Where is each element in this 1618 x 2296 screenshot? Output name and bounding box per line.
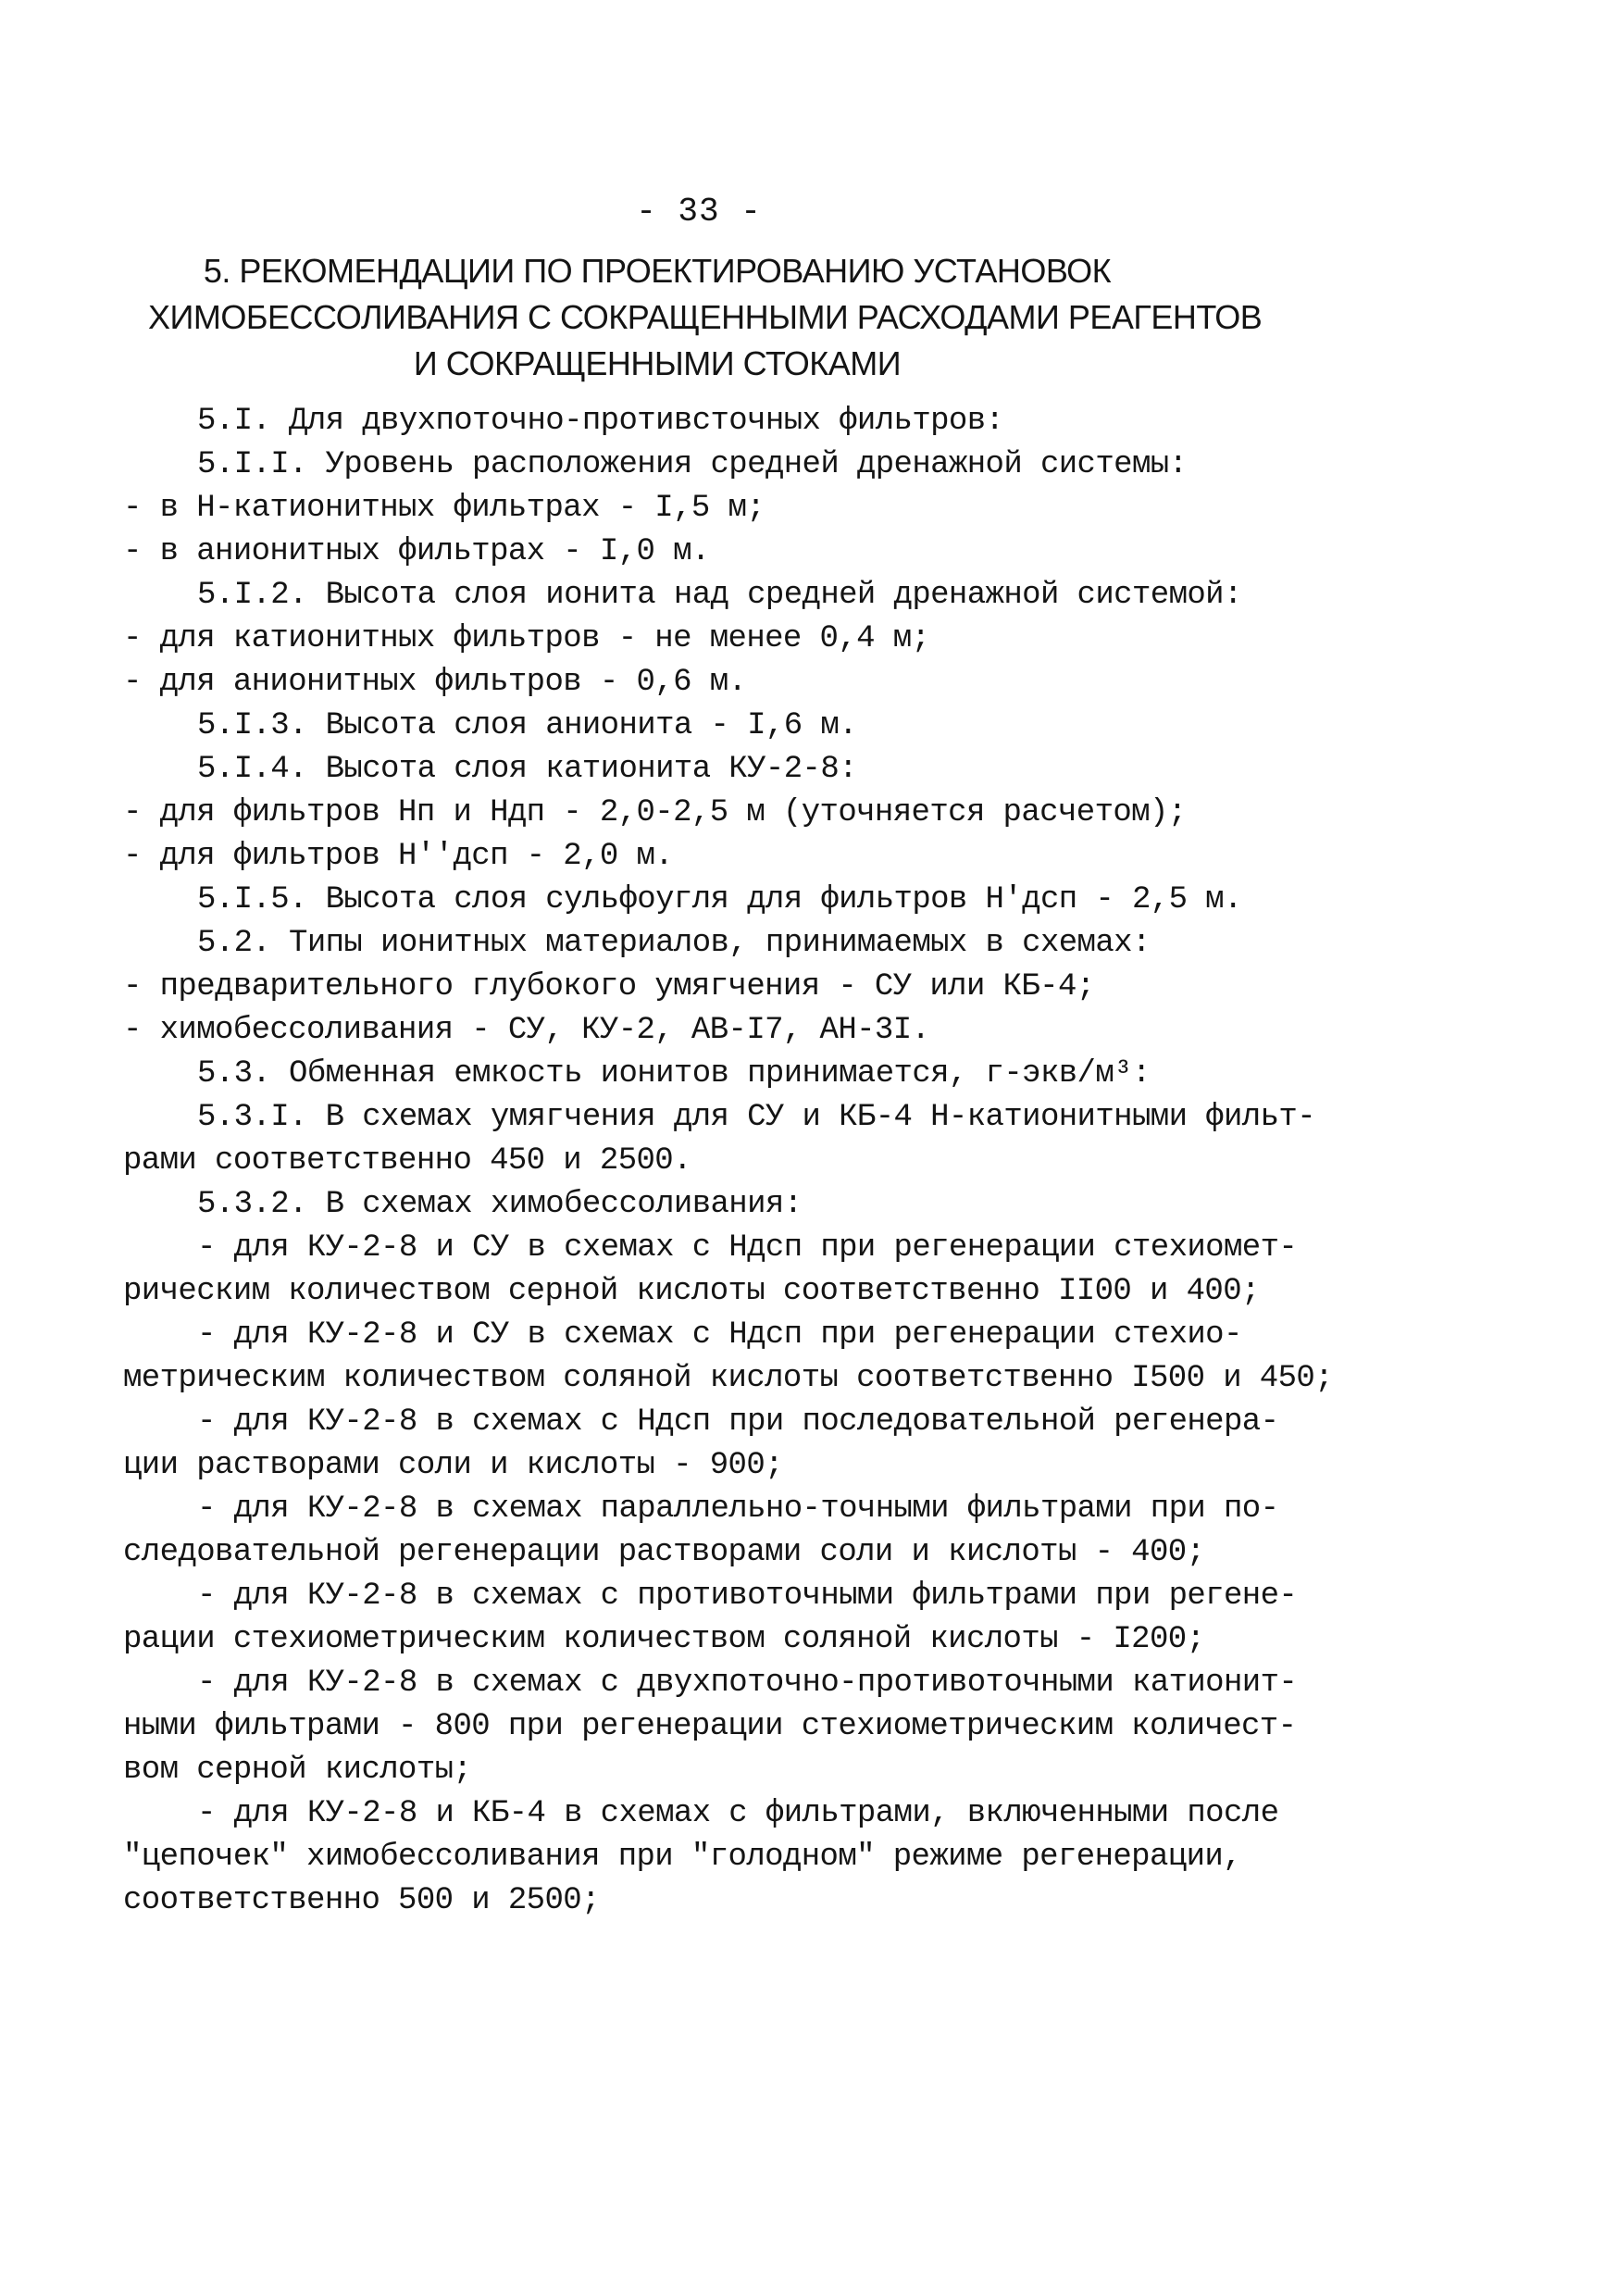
text-line: рами соответственно 450 и 2500. xyxy=(123,1143,691,1179)
text-line: - для КУ-2-8 и СУ в схемах с Ндсп при регенерации стехио- xyxy=(197,1317,1242,1353)
text-line: рации стехиометрическим количеством соляной кислоты - I200; xyxy=(123,1622,1205,1657)
text-line: - предварительного глубокого умягчения - СУ или КБ-4; xyxy=(123,969,1095,1004)
text-line: ными фильтрами - 800 при регенерации стехиометрическим количест- xyxy=(123,1709,1297,1744)
text-line: - для КУ-2-8 в схемах с противоточными фильтрами при регене- xyxy=(197,1578,1298,1614)
text-line: 5.2. Типы ионитных материалов, принимаемых в схемах: xyxy=(197,926,1151,961)
heading-line: И СОКРАЩЕННЫМИ СТОКАМИ xyxy=(413,344,902,382)
text-line: - для фильтров Нп и Ндп - 2,0-2,5 м (уточняется расчетом); xyxy=(123,795,1187,830)
document-body xyxy=(123,400,1419,1923)
text-line: 5.3. Обменная емкость ионитов принимается, г-экв/м³: xyxy=(197,1056,1151,1092)
text-line: 5.I.3. Высота слоя анионита - I,6 м. xyxy=(197,708,857,743)
text-line: вом серной кислоты; xyxy=(123,1753,472,1788)
text-line: 5.I.2. Высота слоя ионита над средней дренажной системой: xyxy=(197,578,1242,613)
text-line: 5.I.5. Высота слоя сульфоугля для фильтров Н'дсп - 2,5 м. xyxy=(197,882,1242,917)
text-line: - для КУ-2-8 в схемах с Ндсп при последовательной регенера- xyxy=(197,1404,1279,1440)
text-line: - в анионитных фильтрах - I,0 м. xyxy=(123,534,710,569)
text-line: - для анионитных фильтров - 0,6 м. xyxy=(123,665,747,700)
text-line: "цепочек" химобессоливания при "голодном" режиме регенерации, xyxy=(123,1840,1242,1875)
text-line: - для КУ-2-8 в схемах с двухпоточно-противоточными катионит- xyxy=(197,1666,1298,1701)
text-line: следовательной регенерации растворами соли и кислоты - 400; xyxy=(123,1535,1205,1570)
text-line: - для катионитных фильтров - не менее 0,4 м; xyxy=(123,621,930,656)
text-line: - химобессоливания - СУ, КУ-2, АВ-I7, АН-3I. xyxy=(123,1013,930,1048)
text-line: - для КУ-2-8 и КБ-4 в схемах с фильтрами, включенными после xyxy=(197,1796,1279,1831)
text-line: - для КУ-2-8 и СУ в схемах с Ндсп при регенерации стехиомет- xyxy=(197,1230,1298,1266)
text-line: - в Н-катионитных фильтрах - I,5 м; xyxy=(123,491,765,526)
text-line: 5.3.2. В схемах химобессоливания: xyxy=(197,1187,803,1222)
text-line: соответственно 500 и 2500; xyxy=(123,1883,600,1918)
section-heading xyxy=(148,248,1263,387)
text-line: 5.I.I. Уровень расположения средней дренажной системы: xyxy=(197,447,1188,482)
text-line: 5.I.4. Высота слоя катионита КУ-2-8: xyxy=(197,752,857,787)
text-line: - для фильтров Н''дсп - 2,0 м. xyxy=(123,839,674,874)
heading-line: ХИМОБЕССОЛИВАНИЯ С СОКРАЩЕННЫМИ РАСХОДАМИ РЕАГЕНТОВ xyxy=(148,298,1263,336)
text-line: - для КУ-2-8 в схемах параллельно-точными фильтрами при по- xyxy=(197,1491,1279,1527)
text-line: 5.I. Для двухпоточно-противсточных фильтров: xyxy=(197,404,1004,439)
text-line: метрическим количеством соляной кислоты соответственно I500 и 450; xyxy=(123,1361,1334,1396)
heading-line: 5. РЕКОМЕНДАЦИИ ПО ПРОЕКТИРОВАНИЮ УСТАНОВОК xyxy=(203,252,1112,290)
text-line: рическим количеством серной кислоты соответственно II00 и 400; xyxy=(123,1274,1260,1309)
text-line: 5.3.I. В схемах умягчения для СУ и КБ-4 Н-катионитными фильт- xyxy=(197,1100,1316,1135)
text-line: ции растворами соли и кислоты - 900; xyxy=(123,1448,783,1483)
page-number: - 33 - xyxy=(636,193,762,231)
